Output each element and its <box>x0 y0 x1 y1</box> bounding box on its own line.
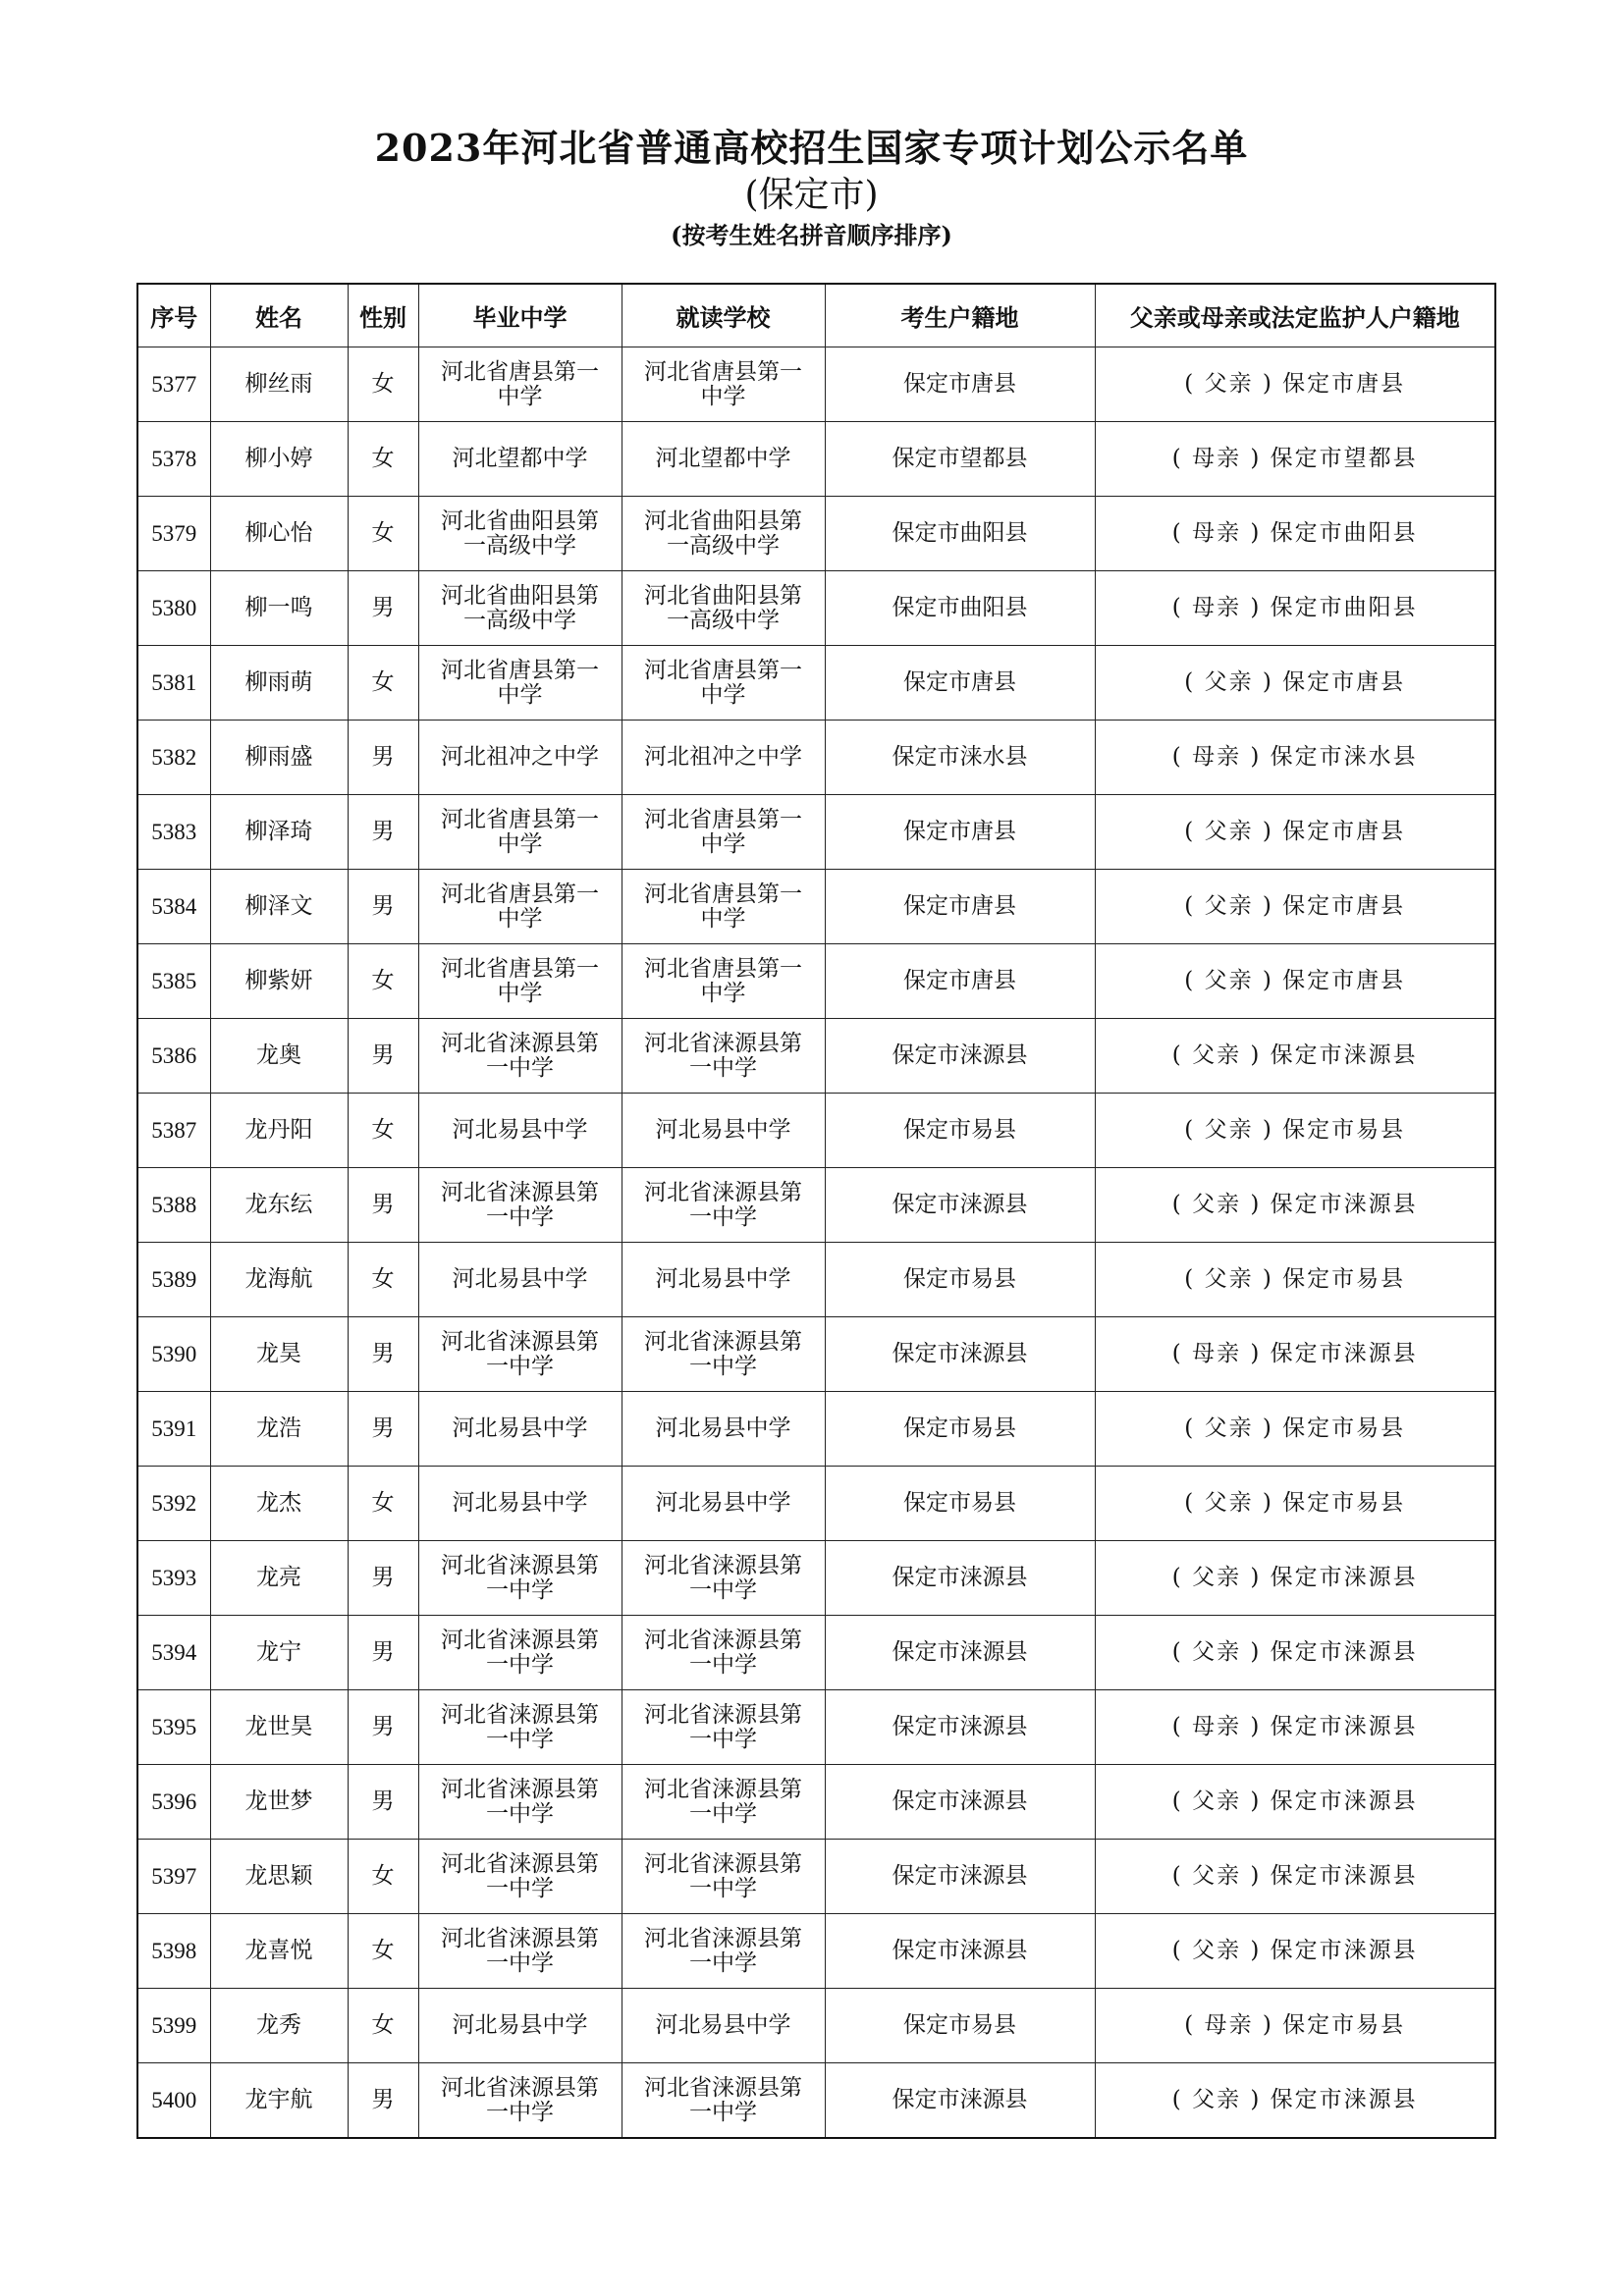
school-name-line: 河北省涞源县第 <box>441 2074 599 2101</box>
cell-name: 龙昊 <box>210 1317 348 1392</box>
school-name-line: 河北省涞源县第 <box>644 1925 802 1951</box>
cell-graduation-school <box>418 1168 622 1243</box>
cell-current-school <box>622 571 825 646</box>
header-student-hukou: 考生户籍地 <box>825 284 1095 347</box>
header-guardian-hukou: 父亲或母亲或法定监护人户籍地 <box>1095 284 1495 347</box>
school-name-line: 河北易县中学 <box>452 1117 588 1143</box>
cell-gender: 女 <box>348 1914 418 1989</box>
cell-graduation-school <box>418 347 622 422</box>
cell-graduation-school <box>418 721 622 795</box>
cell-current-school <box>622 1317 825 1392</box>
cell-current-school <box>622 2063 825 2139</box>
cell-guardian-hukou: ( 父亲 ) 保定市涞源县 <box>1095 1168 1495 1243</box>
cell-student-hukou: 保定市涞源县 <box>825 1019 1095 1094</box>
table-row <box>137 1317 1495 1392</box>
school-name-line: 河北省唐县第一 <box>644 955 802 982</box>
school-name-line: 河北望都中学 <box>452 446 588 471</box>
school-name-line: 河北省涞源县第 <box>644 1627 802 1653</box>
table-row <box>137 1019 1495 1094</box>
cell-guardian-hukou: ( 父亲 ) 保定市唐县 <box>1095 870 1495 944</box>
cell-student-hukou: 保定市易县 <box>825 1094 1095 1168</box>
cell-name: 柳紫妍 <box>210 944 348 1019</box>
school-name-line: 一中学 <box>689 1726 757 1752</box>
school-name-line: 河北省涞源县第 <box>441 1552 599 1578</box>
cell-gender: 女 <box>348 1840 418 1914</box>
cell-gender: 男 <box>348 2063 418 2139</box>
school-name-line: 中学 <box>700 830 746 857</box>
school-name-line: 一中学 <box>689 1651 757 1678</box>
cell-name: 柳雨萌 <box>210 646 348 721</box>
cell-name: 龙亮 <box>210 1541 348 1616</box>
cell-serial-number: 5393 <box>137 1541 210 1616</box>
cell-guardian-hukou: ( 父亲 ) 保定市涞源县 <box>1095 1765 1495 1840</box>
school-name-line: 一中学 <box>689 2099 757 2125</box>
cell-gender: 男 <box>348 1765 418 1840</box>
cell-serial-number: 5398 <box>137 1914 210 1989</box>
table-row <box>137 571 1495 646</box>
table-row <box>137 1616 1495 1690</box>
cell-current-school <box>622 646 825 721</box>
cell-guardian-hukou: ( 父亲 ) 保定市唐县 <box>1095 795 1495 870</box>
header-gender: 性别 <box>348 284 418 347</box>
school-name-line: 河北省唐县第一 <box>644 881 802 907</box>
cell-name: 龙世昊 <box>210 1690 348 1765</box>
school-name-line: 河北省曲阳县第 <box>441 582 599 609</box>
school-name-line: 中学 <box>497 681 543 708</box>
cell-graduation-school <box>418 1243 622 1317</box>
cell-name: 龙奥 <box>210 1019 348 1094</box>
table-row <box>137 1989 1495 2063</box>
table-row <box>137 944 1495 1019</box>
cell-graduation-school <box>418 870 622 944</box>
school-name-line: 河北省唐县第一 <box>644 657 802 683</box>
school-name-line: 河北省涞源县第 <box>644 1776 802 1802</box>
cell-current-school <box>622 721 825 795</box>
cell-gender: 男 <box>348 1616 418 1690</box>
cell-student-hukou: 保定市涞源县 <box>825 1616 1095 1690</box>
cell-guardian-hukou: ( 母亲 ) 保定市涞源县 <box>1095 1317 1495 1392</box>
school-name-line: 河北省涞源县第 <box>644 1701 802 1728</box>
school-name-line: 一中学 <box>689 1949 757 1976</box>
cell-gender: 男 <box>348 870 418 944</box>
cell-serial-number: 5392 <box>137 1467 210 1541</box>
cell-name: 柳泽琦 <box>210 795 348 870</box>
cell-guardian-hukou: ( 父亲 ) 保定市涞源县 <box>1095 1541 1495 1616</box>
cell-graduation-school <box>418 1019 622 1094</box>
school-name-line: 河北易县中学 <box>655 2012 791 2038</box>
school-name-line: 河北省涞源县第 <box>441 1776 599 1802</box>
school-name-line: 河北省唐县第一 <box>441 881 599 907</box>
cell-current-school <box>622 795 825 870</box>
cell-student-hukou: 保定市易县 <box>825 1243 1095 1317</box>
cell-current-school <box>622 1541 825 1616</box>
cell-guardian-hukou: ( 父亲 ) 保定市易县 <box>1095 1467 1495 1541</box>
cell-student-hukou: 保定市唐县 <box>825 795 1095 870</box>
school-name-line: 河北省涞源县第 <box>644 1850 802 1877</box>
school-name-line: 中学 <box>700 905 746 932</box>
cell-guardian-hukou: ( 父亲 ) 保定市涞源县 <box>1095 2063 1495 2139</box>
table-body <box>137 347 1495 2139</box>
school-name-line: 河北省涞源县第 <box>441 1627 599 1653</box>
school-name-line: 河北省唐县第一 <box>441 806 599 832</box>
cell-serial-number: 5384 <box>137 870 210 944</box>
cell-current-school <box>622 1840 825 1914</box>
school-name-line: 一中学 <box>689 1576 757 1603</box>
cell-gender: 女 <box>348 1467 418 1541</box>
school-name-line: 河北省涞源县第 <box>644 1552 802 1578</box>
cell-gender: 男 <box>348 1690 418 1765</box>
cell-name: 柳一鸣 <box>210 571 348 646</box>
cell-name: 柳泽文 <box>210 870 348 944</box>
cell-student-hukou: 保定市易县 <box>825 1392 1095 1467</box>
school-name-line: 河北省曲阳县第 <box>644 582 802 609</box>
cell-guardian-hukou: ( 父亲 ) 保定市易县 <box>1095 1094 1495 1168</box>
document-header <box>0 124 1623 253</box>
table-row <box>137 1541 1495 1616</box>
cell-serial-number: 5396 <box>137 1765 210 1840</box>
cell-guardian-hukou: ( 父亲 ) 保定市易县 <box>1095 1392 1495 1467</box>
cell-name: 龙东纭 <box>210 1168 348 1243</box>
header-name: 姓名 <box>210 284 348 347</box>
cell-student-hukou: 保定市涞源县 <box>825 1840 1095 1914</box>
cell-serial-number: 5395 <box>137 1690 210 1765</box>
cell-graduation-school <box>418 1989 622 2063</box>
sort-order-note: (按考生姓名拼音顺序排序) <box>671 221 952 249</box>
school-name-line: 一中学 <box>486 1353 554 1379</box>
school-name-line: 中学 <box>497 905 543 932</box>
school-name-line: 一中学 <box>486 1651 554 1678</box>
cell-current-school <box>622 1914 825 1989</box>
cell-name: 龙喜悦 <box>210 1914 348 1989</box>
school-name-line: 一高级中学 <box>667 532 780 559</box>
cell-current-school <box>622 1019 825 1094</box>
school-name-line: 河北易县中学 <box>655 1266 791 1292</box>
cell-student-hukou: 保定市易县 <box>825 1467 1095 1541</box>
school-name-line: 河北易县中学 <box>452 1415 588 1441</box>
cell-gender: 女 <box>348 646 418 721</box>
cell-current-school <box>622 1392 825 1467</box>
cell-student-hukou: 保定市涞源县 <box>825 1690 1095 1765</box>
school-name-line: 中学 <box>700 383 746 409</box>
cell-name: 柳丝雨 <box>210 347 348 422</box>
school-name-line: 河北易县中学 <box>655 1490 791 1516</box>
cell-graduation-school <box>418 422 622 497</box>
cell-serial-number: 5389 <box>137 1243 210 1317</box>
school-name-line: 河北省涞源县第 <box>441 1850 599 1877</box>
school-name-line: 河北易县中学 <box>655 1415 791 1441</box>
cell-guardian-hukou: ( 父亲 ) 保定市涞源县 <box>1095 1019 1495 1094</box>
cell-graduation-school <box>418 1840 622 1914</box>
cell-current-school <box>622 422 825 497</box>
school-name-line: 河北省涞源县第 <box>441 1328 599 1355</box>
cell-current-school <box>622 1616 825 1690</box>
cell-gender: 男 <box>348 1317 418 1392</box>
cell-name: 龙宇航 <box>210 2063 348 2139</box>
school-name-line: 河北省曲阳县第 <box>441 507 599 534</box>
cell-serial-number: 5399 <box>137 1989 210 2063</box>
cell-gender: 女 <box>348 347 418 422</box>
cell-current-school <box>622 1989 825 2063</box>
school-name-line: 河北省唐县第一 <box>441 358 599 385</box>
cell-guardian-hukou: ( 母亲 ) 保定市涞源县 <box>1095 1690 1495 1765</box>
cell-serial-number: 5378 <box>137 422 210 497</box>
school-name-line: 一中学 <box>689 1353 757 1379</box>
school-name-line: 河北省涞源县第 <box>441 1030 599 1056</box>
cell-graduation-school <box>418 795 622 870</box>
cell-name: 柳小婷 <box>210 422 348 497</box>
table-row <box>137 347 1495 422</box>
cell-gender: 女 <box>348 1989 418 2063</box>
school-name-line: 中学 <box>497 383 543 409</box>
cell-guardian-hukou: ( 母亲 ) 保定市涞水县 <box>1095 721 1495 795</box>
cell-graduation-school <box>418 1914 622 1989</box>
cell-student-hukou: 保定市曲阳县 <box>825 571 1095 646</box>
table-row <box>137 1094 1495 1168</box>
table-row <box>137 497 1495 571</box>
cell-gender: 男 <box>348 1019 418 1094</box>
cell-serial-number: 5390 <box>137 1317 210 1392</box>
school-name-line: 河北易县中学 <box>452 1266 588 1292</box>
school-name-line: 一中学 <box>486 1726 554 1752</box>
table-row <box>137 1467 1495 1541</box>
school-name-line: 河北省涞源县第 <box>441 1179 599 1205</box>
cell-student-hukou: 保定市曲阳县 <box>825 497 1095 571</box>
cell-graduation-school <box>418 1541 622 1616</box>
table-row <box>137 422 1495 497</box>
school-name-line: 一高级中学 <box>463 532 576 559</box>
cell-name: 龙杰 <box>210 1467 348 1541</box>
cell-current-school <box>622 1094 825 1168</box>
cell-serial-number: 5380 <box>137 571 210 646</box>
cell-gender: 男 <box>348 1392 418 1467</box>
cell-graduation-school <box>418 1094 622 1168</box>
table-header-row <box>137 284 1495 347</box>
cell-current-school <box>622 1168 825 1243</box>
cell-graduation-school <box>418 497 622 571</box>
cell-student-hukou: 保定市唐县 <box>825 944 1095 1019</box>
cell-guardian-hukou: ( 父亲 ) 保定市易县 <box>1095 1243 1495 1317</box>
cell-current-school <box>622 347 825 422</box>
cell-gender: 男 <box>348 721 418 795</box>
student-roster-table <box>136 283 1496 2139</box>
cell-student-hukou: 保定市涞源县 <box>825 1765 1095 1840</box>
cell-name: 龙秀 <box>210 1989 348 2063</box>
cell-serial-number: 5388 <box>137 1168 210 1243</box>
school-name-line: 河北省唐县第一 <box>441 657 599 683</box>
school-name-line: 一中学 <box>486 1203 554 1230</box>
cell-graduation-school <box>418 1690 622 1765</box>
school-name-line: 一高级中学 <box>667 607 780 633</box>
school-name-line: 一中学 <box>689 1203 757 1230</box>
table-row <box>137 1840 1495 1914</box>
cell-graduation-school <box>418 1392 622 1467</box>
school-name-line: 中学 <box>700 681 746 708</box>
cell-gender: 女 <box>348 422 418 497</box>
cell-guardian-hukou: ( 父亲 ) 保定市涞源县 <box>1095 1616 1495 1690</box>
school-name-line: 河北易县中学 <box>452 2012 588 2038</box>
cell-name: 龙丹阳 <box>210 1094 348 1168</box>
cell-gender: 男 <box>348 1541 418 1616</box>
cell-serial-number: 5385 <box>137 944 210 1019</box>
cell-serial-number: 5382 <box>137 721 210 795</box>
table-row <box>137 1392 1495 1467</box>
cell-name: 柳雨盛 <box>210 721 348 795</box>
cell-student-hukou: 保定市涞水县 <box>825 721 1095 795</box>
cell-current-school <box>622 1243 825 1317</box>
school-name-line: 河北省唐县第一 <box>644 806 802 832</box>
school-name-line: 河北省涞源县第 <box>644 1179 802 1205</box>
school-name-line: 河北省涞源县第 <box>644 1030 802 1056</box>
table-row <box>137 870 1495 944</box>
cell-guardian-hukou: ( 父亲 ) 保定市唐县 <box>1095 646 1495 721</box>
document-title: 2023年河北省普通高校招生国家专项计划公示名单 <box>374 126 1249 170</box>
cell-student-hukou: 保定市涞源县 <box>825 1317 1095 1392</box>
school-name-line: 一中学 <box>689 1800 757 1827</box>
school-name-line: 河北祖冲之中学 <box>441 744 599 770</box>
cell-serial-number: 5379 <box>137 497 210 571</box>
school-name-line: 一中学 <box>486 1576 554 1603</box>
school-name-line: 河北省涞源县第 <box>644 2074 802 2101</box>
cell-gender: 女 <box>348 497 418 571</box>
table-row <box>137 795 1495 870</box>
cell-serial-number: 5386 <box>137 1019 210 1094</box>
cell-student-hukou: 保定市涞源县 <box>825 1914 1095 1989</box>
table-row <box>137 1168 1495 1243</box>
table-row <box>137 646 1495 721</box>
cell-student-hukou: 保定市涞源县 <box>825 1168 1095 1243</box>
cell-name: 柳心怡 <box>210 497 348 571</box>
school-name-line: 河北易县中学 <box>452 1490 588 1516</box>
header-serial-number: 序号 <box>137 284 210 347</box>
cell-gender: 男 <box>348 795 418 870</box>
cell-graduation-school <box>418 1765 622 1840</box>
cell-name: 龙海航 <box>210 1243 348 1317</box>
cell-name: 龙思颖 <box>210 1840 348 1914</box>
cell-student-hukou: 保定市望都县 <box>825 422 1095 497</box>
header-current-school: 就读学校 <box>622 284 825 347</box>
cell-gender: 女 <box>348 944 418 1019</box>
cell-gender: 女 <box>348 1094 418 1168</box>
cell-gender: 男 <box>348 1168 418 1243</box>
school-name-line: 中学 <box>497 980 543 1006</box>
cell-serial-number: 5383 <box>137 795 210 870</box>
cell-student-hukou: 保定市唐县 <box>825 646 1095 721</box>
school-name-line: 一中学 <box>486 1800 554 1827</box>
school-name-line: 一中学 <box>486 2099 554 2125</box>
cell-gender: 男 <box>348 571 418 646</box>
cell-guardian-hukou: ( 母亲 ) 保定市曲阳县 <box>1095 571 1495 646</box>
document-city: (保定市) <box>744 175 879 215</box>
cell-current-school <box>622 944 825 1019</box>
cell-student-hukou: 保定市涞源县 <box>825 1541 1095 1616</box>
cell-guardian-hukou: ( 母亲 ) 保定市易县 <box>1095 1989 1495 2063</box>
cell-guardian-hukou: ( 父亲 ) 保定市唐县 <box>1095 347 1495 422</box>
cell-guardian-hukou: ( 母亲 ) 保定市望都县 <box>1095 422 1495 497</box>
school-name-line: 河北易县中学 <box>655 1117 791 1143</box>
cell-student-hukou: 保定市唐县 <box>825 870 1095 944</box>
school-name-line: 河北省涞源县第 <box>441 1701 599 1728</box>
school-name-line: 一中学 <box>689 1875 757 1901</box>
school-name-line: 一中学 <box>486 1054 554 1081</box>
cell-serial-number: 5397 <box>137 1840 210 1914</box>
cell-name: 龙世梦 <box>210 1765 348 1840</box>
cell-serial-number: 5391 <box>137 1392 210 1467</box>
cell-serial-number: 5377 <box>137 347 210 422</box>
table-row <box>137 1914 1495 1989</box>
cell-serial-number: 5387 <box>137 1094 210 1168</box>
table-row <box>137 1765 1495 1840</box>
cell-graduation-school <box>418 1467 622 1541</box>
cell-graduation-school <box>418 944 622 1019</box>
cell-graduation-school <box>418 571 622 646</box>
cell-graduation-school <box>418 2063 622 2139</box>
school-name-line: 河北省涞源县第 <box>441 1925 599 1951</box>
cell-graduation-school <box>418 646 622 721</box>
school-name-line: 一中学 <box>689 1054 757 1081</box>
cell-graduation-school <box>418 1616 622 1690</box>
cell-serial-number: 5394 <box>137 1616 210 1690</box>
school-name-line: 一高级中学 <box>463 607 576 633</box>
header-graduation-school: 毕业中学 <box>418 284 622 347</box>
school-name-line: 河北祖冲之中学 <box>644 744 802 770</box>
school-name-line: 河北省曲阳县第 <box>644 507 802 534</box>
table-row <box>137 1690 1495 1765</box>
school-name-line: 河北省唐县第一 <box>644 358 802 385</box>
table-row <box>137 721 1495 795</box>
school-name-line: 河北省唐县第一 <box>441 955 599 982</box>
table-row <box>137 2063 1495 2139</box>
cell-current-school <box>622 870 825 944</box>
school-name-line: 河北省涞源县第 <box>644 1328 802 1355</box>
cell-guardian-hukou: ( 母亲 ) 保定市曲阳县 <box>1095 497 1495 571</box>
cell-guardian-hukou: ( 父亲 ) 保定市涞源县 <box>1095 1840 1495 1914</box>
school-name-line: 河北望都中学 <box>655 446 791 471</box>
school-name-line: 中学 <box>700 980 746 1006</box>
cell-guardian-hukou: ( 父亲 ) 保定市唐县 <box>1095 944 1495 1019</box>
cell-current-school <box>622 1690 825 1765</box>
cell-student-hukou: 保定市涞源县 <box>825 2063 1095 2139</box>
cell-serial-number: 5381 <box>137 646 210 721</box>
cell-current-school <box>622 497 825 571</box>
cell-student-hukou: 保定市易县 <box>825 1989 1095 2063</box>
cell-gender: 女 <box>348 1243 418 1317</box>
cell-guardian-hukou: ( 父亲 ) 保定市涞源县 <box>1095 1914 1495 1989</box>
cell-student-hukou: 保定市唐县 <box>825 347 1095 422</box>
school-name-line: 一中学 <box>486 1875 554 1901</box>
cell-name: 龙宁 <box>210 1616 348 1690</box>
school-name-line: 中学 <box>497 830 543 857</box>
school-name-line: 一中学 <box>486 1949 554 1976</box>
cell-current-school <box>622 1467 825 1541</box>
cell-current-school <box>622 1765 825 1840</box>
table-row <box>137 1243 1495 1317</box>
cell-name: 龙浩 <box>210 1392 348 1467</box>
cell-graduation-school <box>418 1317 622 1392</box>
cell-serial-number: 5400 <box>137 2063 210 2139</box>
